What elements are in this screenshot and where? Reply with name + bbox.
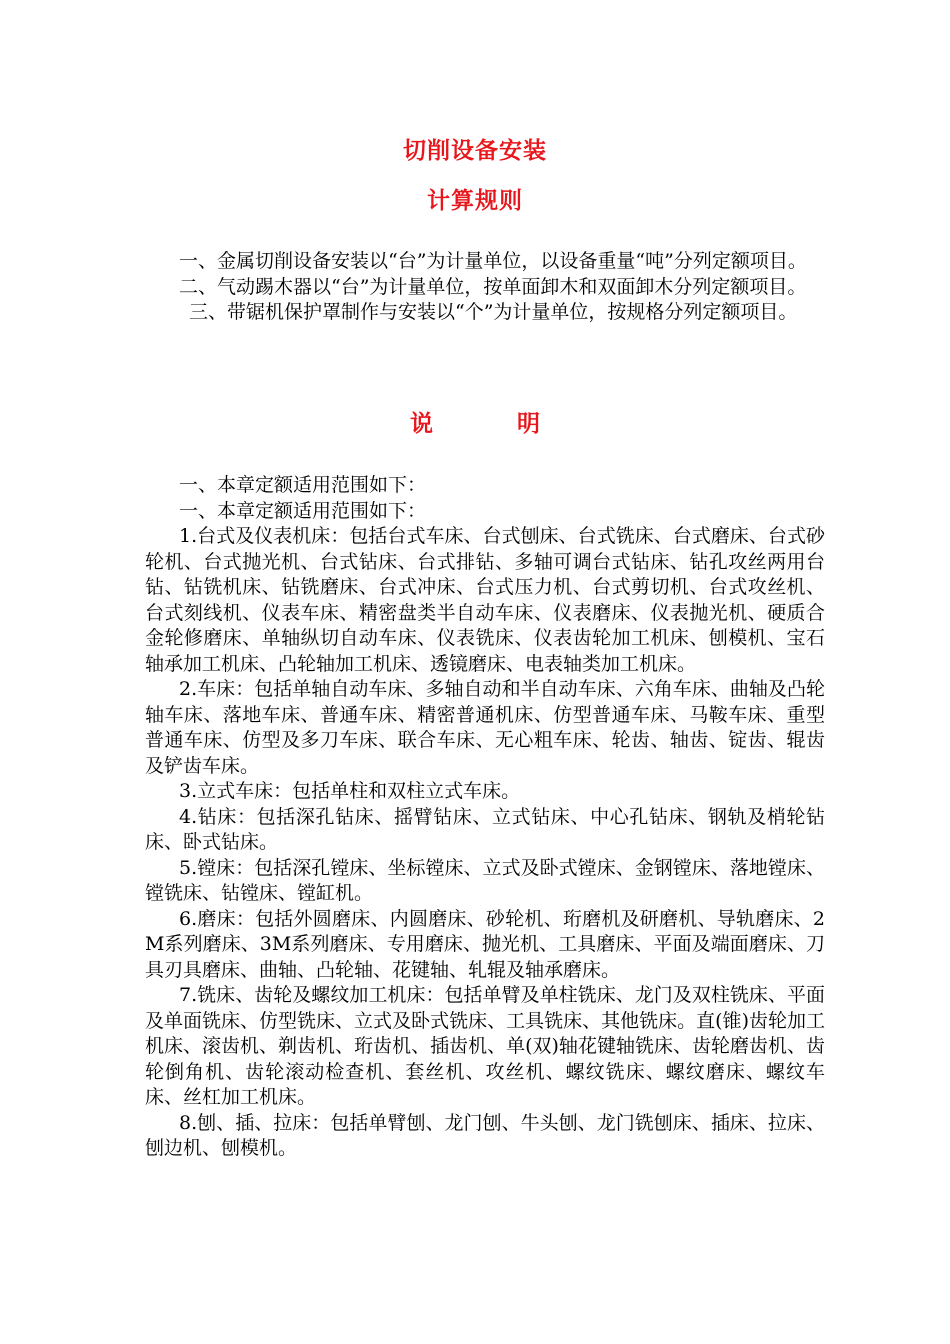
explain-heading-left: 说 xyxy=(410,411,433,437)
rule-paragraph: 三、带锯机保护罩制作与安装以“个”为计量单位，按规格分列定额项目。 xyxy=(189,301,798,323)
explain-paragraph: 8.刨、插、拉床：包括单臂刨、龙门刨、牛头刨、龙门铣刨床、插床、拉床、刨边机、刨模机。 xyxy=(145,1111,825,1159)
explain-paragraph: 一、本章定额适用范围如下： xyxy=(179,474,427,496)
explain-paragraph: 6.磨床：包括外圆磨床、内圆磨床、砂轮机、珩磨机及研磨机、导轨磨床、2M系列磨床、3M系列磨床、专用磨床、抛光机、工具磨床、平面及端面磨床、刀具刃具磨床、曲轴、凸轮轴、花键轴、轧辊及轴承磨床。 xyxy=(145,907,825,981)
explain-heading xyxy=(0,409,950,439)
explain-paragraph: 4.钻床：包括深孔钻床、摇臂钻床、立式钻床、中心孔钻床、钢轨及梢轮钻床、卧式钻床。 xyxy=(145,805,825,853)
explain-heading-right: 明 xyxy=(517,411,540,437)
rule-paragraph: 一、金属切削设备安装以“台”为计量单位，以设备重量“吨”分列定额项目。 xyxy=(179,250,807,272)
explain-paragraph: 3.立式车床：包括单柱和双柱立式车床。 xyxy=(179,780,521,802)
page-subtitle: 计算规则 xyxy=(427,188,523,214)
page-title: 切削设备安装 xyxy=(403,138,547,164)
rule-paragraph: 二、气动踢木器以“台”为计量单位，按单面卸木和双面卸木分列定额项目。 xyxy=(179,275,807,298)
explain-paragraph: 一、本章定额适用范围如下： xyxy=(179,499,427,522)
explain-paragraph: 7.铣床、齿轮及螺纹加工机床：包括单臂及单柱铣床、龙门及双柱铣床、平面及单面铣床、仿型铣床、立式及卧式铣床、工具铣床、其他铣床。直(锥)齿轮加工机床、滚齿机、剃齿机、珩齿机、插齿机、单(双)轴花键轴铣床、齿轮磨齿机、齿轮倒角机、齿轮滚动检查机、套丝机、攻丝机、螺纹铣床、螺纹磨床、螺纹车床、丝杠加工机床。 xyxy=(145,984,825,1108)
explain-paragraph: 1.台式及仪表机床：包括台式车床、台式刨床、台式铣床、台式磨床、台式砂轮机、台式抛光机、台式钻床、台式排钻、多轴可调台式钻床、钻孔攻丝两用台钻、钻铣机床、钻铣磨床、台式冲床、台式压力机、台式剪切机、台式攻丝机、台式刻线机、仪表车床、精密盘类半自动车床、仪表磨床、仪表抛光机、硬质合金轮修磨床、单轴纵切自动车床、仪表铣床、仪表齿轮加工机床、刨模机、宝石轴承加工机床、凸轮轴加工机床、透镜磨床、电表轴类加工机床。 xyxy=(145,525,825,675)
explain-section xyxy=(145,473,825,1162)
rules-section xyxy=(145,249,825,326)
explain-paragraph: 2.车床：包括单轴自动车床、多轴自动和半自动车床、六角车床、曲轴及凸轮轴车床、落地车床、普通车床、精密普通机床、仿型普通车床、马鞍车床、重型普通车床、仿型及多刀车床、联合车床、无心粗车床、轮齿、轴齿、锭齿、辊齿及铲齿车床。 xyxy=(145,678,825,777)
explain-paragraph: 5.镗床：包括深孔镗床、坐标镗床、立式及卧式镗床、金钢镗床、落地镗床、镗铣床、钻镗床、镗缸机。 xyxy=(145,856,825,904)
